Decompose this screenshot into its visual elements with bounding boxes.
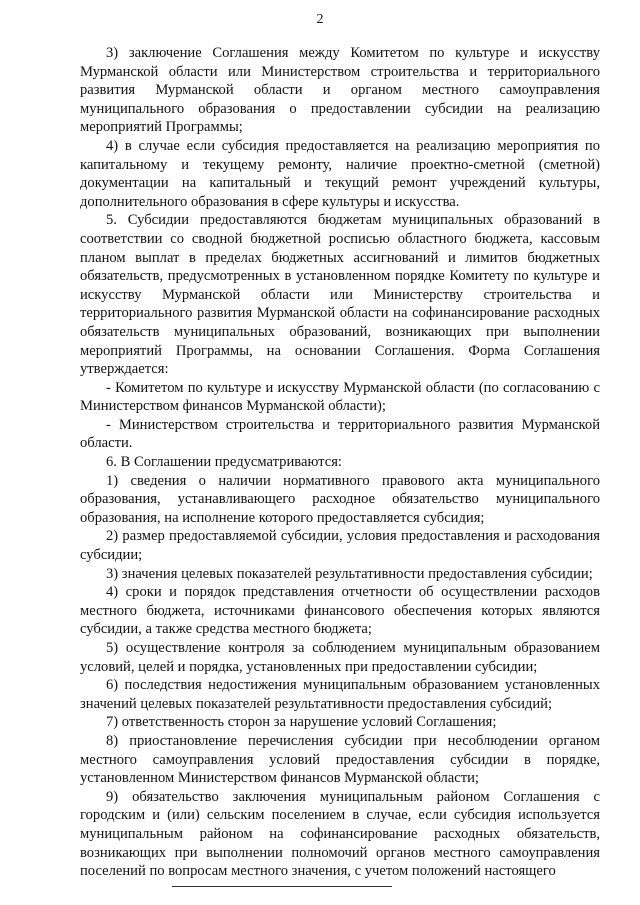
paragraph-list-item-6: 6) последствия недостижения муниципальным образованием установленных значений целевых показателей результативности предоставления субсидий;: [80, 677, 600, 712]
paragraph-section-5-subsidies: 5. Субсидии предоставляются бюджетам муниципальных образований в соответствии со сводной бюджетной росписью областного бюджета, кассовым планом выплат в пределах бюджетных ассигнований и лимитов бюджетных обязательств, предусмотренных в установленном порядке Комитету по культуре и искусству Мурманской области или Министерству строительства и территориального развития Мурманской области на софинансирование расходных обязательств муниципальных образований, возникающих при выполнении мероприятий Программы, на основании Соглашения. Форма Соглашения утверждается:: [80, 212, 600, 378]
paragraph-list-item-7: 7) ответственность сторон за нарушение условий Соглашения;: [106, 714, 497, 731]
paragraph-list-item-5: 5) осуществление контроля за соблюдением муниципальным образованием условий, целей и порядка, установленных при предоставлении субсидии;: [80, 640, 600, 675]
paragraph-list-item-2: 2) размер предоставляемой субсидии, условия предоставления и расходования субсидии;: [80, 528, 600, 564]
paragraph-list-item-1: 1) сведения о наличии нормативного правового акта муниципального образования, устанавливающего расходное обязательство муниципального образования, на исполнение которого предоставляется субсидия;: [80, 472, 600, 526]
paragraph-dash-committee: - Комитетом по культуре и искусству Мурманской области (по согласованию с Министерством финансов Мурманской области);: [80, 379, 600, 415]
paragraph-list-item-9: 9) обязательство заключения муниципальным районом Соглашения с городским и (или) сельским поселением в случае, если субсидия используется муниципальным районом на софинансирование расходных обязательств, возникающих при выполнении полномочий органов местного самоуправления поселений по вопросам местного значения, с учетом положений настоящего: [80, 788, 600, 880]
paragraph-list-item-3: 3) значения целевых показателей результативности предоставления субсидии;: [106, 565, 593, 582]
footer-rule: [172, 886, 392, 887]
paragraph-section-6-heading: 6. В Соглашении предусматриваются:: [106, 454, 342, 471]
paragraph-item-3-agreement: 3) заключение Соглашения между Комитетом по культуре и искусству Мурманской области или Министерством строительства и территориального развития Мурманской области и органом местного самоуправления муниципального образования о предоставлении субсидии на реализацию мероприятий Программы;: [80, 45, 600, 136]
paragraph-item-4-estimate-docs: 4) в случае если субсидия предоставляется на реализацию мероприятия по капитальному и текущему ремонту, наличие проектно-сметной (сметной) документации на капитальный и текущий ремонт учреждений культуры, дополнительного образования в сфере культуры и искусства.: [80, 137, 600, 210]
paragraph-list-item-8: 8) приостановление перечисления субсидии при несоблюдении органом местного самоуправления условий предоставления субсидии в порядке, установленном Министерством финансов Мурманской области;: [80, 732, 600, 787]
page-number: 2: [316, 12, 324, 27]
paragraph-list-item-4: 4) сроки и порядок представления отчетности об осуществлении расходов местного бюджета, источниками финансового обеспечения которых являются субсидии, а также средства местного бюджета;: [80, 584, 600, 638]
paragraph-dash-ministry: - Министерством строительства и территориального развития Мурманской области.: [80, 416, 600, 452]
document-body: [80, 44, 600, 881]
